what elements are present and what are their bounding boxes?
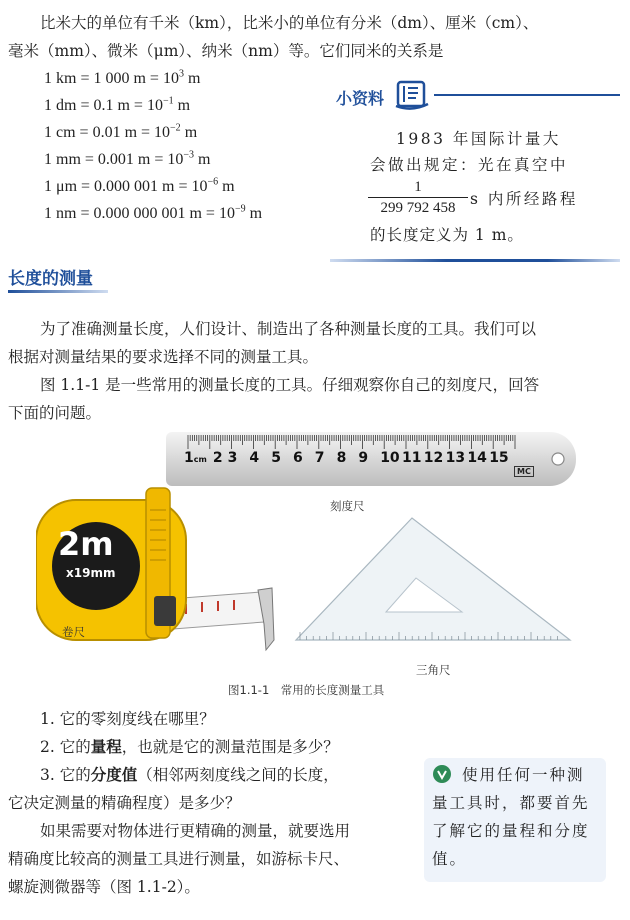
ruler-number-15: 15: [489, 450, 509, 466]
equation-um: 1 μm = 0.000 001 $m = 10^{-6}$ m: [44, 176, 235, 195]
tape-text-big: 2m: [58, 525, 114, 563]
set-square: [292, 512, 574, 644]
para1-line-2: 根据对测量结果的要求选择不同的测量工具。: [8, 348, 319, 366]
info-box-bottom-rule: [330, 259, 620, 262]
question-2: 2. 它的量程，也就是它的测量范围是多少？: [40, 737, 339, 756]
equation-km: 1 km = 1 000 $m = 10^3$ m: [44, 68, 201, 87]
tape-text-small: x19mm: [66, 566, 116, 580]
ruler-number-13: 13: [445, 450, 466, 466]
equation-nm: 1 nm = 0.000 000 001 $m = 10^{-9}$ m: [44, 203, 263, 222]
ruler-number-3: 3: [227, 450, 238, 466]
para3-line-1: 如果需要对物体进行更精确的测量，就要选用: [40, 822, 351, 840]
section-underline: [8, 290, 108, 293]
info-box-header: [330, 78, 450, 114]
para3-line-2: 精确度比较高的测量工具进行测量，如游标卡尺、: [8, 850, 350, 868]
ruler-number-5: 5: [271, 450, 281, 466]
tape-label: 卷尺: [62, 625, 85, 639]
tip-line-4: 值。: [432, 850, 468, 868]
ruler-number-6: 6: [293, 450, 303, 466]
tip-line-3: 了解它的量程和分度: [432, 822, 590, 840]
fraction-numerator: 1: [414, 179, 422, 195]
equation-mm: 1 mm = 0.001 $m = 10^{-3}$ m: [44, 149, 211, 168]
info-line-2: 会做出规定：光在真空中: [370, 156, 569, 174]
question-3-line-2: 它决定测量的精确程度）是多少？: [8, 794, 241, 812]
ruler-number-1: 1: [184, 450, 194, 466]
info-line-1: 1983 年国际计量大: [396, 130, 561, 148]
para1-line-1: 为了准确测量长度，人们设计、制造出了各种测量长度的工具。我们可以: [40, 320, 537, 338]
fraction-bar: [368, 197, 468, 198]
ruler-unit-label: cm: [193, 455, 207, 464]
ruler-number-4: 4: [249, 450, 260, 466]
triangle-label: 三角尺: [416, 663, 451, 677]
leaf-icon: [432, 764, 452, 784]
section-title: 长度的测量: [8, 269, 93, 289]
info-fraction: [368, 178, 468, 217]
equation-list: [44, 70, 334, 232]
fraction-denominator: 299 792 458: [380, 200, 456, 216]
ruler-number-12: 12: [423, 450, 444, 466]
ruler-number-10: 10: [380, 450, 400, 466]
tip-line-1: 使用任何一种测: [462, 766, 585, 784]
ruler-number-8: 8: [336, 450, 347, 466]
para2-line-1: 图 1.1-1 是一些常用的测量长度的工具。仔细观察你自己的刻度尺，回答: [40, 376, 540, 394]
tip-box: [424, 758, 606, 882]
question-1: 1. 它的零刻度线在哪里？: [40, 710, 215, 728]
intro-line-1: 比米大的单位有千米（km），比米小的单位有分米（dm）、厘米（cm）、: [40, 14, 539, 32]
ruler-number-11: 11: [402, 450, 422, 466]
ruler-number-9: 9: [358, 450, 369, 466]
info-box-top-rule: [434, 94, 620, 96]
ruler-number-14: 14: [467, 450, 487, 466]
equation-dm: 1 dm = 0.1 $m = 10^{-1}$ m: [44, 95, 191, 114]
steel-ruler: [166, 432, 576, 486]
para3-line-3: 螺旋测微器等（图 1.1-2）。: [8, 878, 200, 896]
ruler-number-2: 2: [212, 450, 223, 466]
equation-cm: 1 cm = 0.01 $m = 10^{-2}$ m: [44, 122, 198, 141]
para2-line-2: 下面的问题。: [8, 404, 102, 422]
ruler-label: 刻度尺: [330, 499, 365, 513]
ruler-number-7: 7: [314, 450, 325, 466]
book-icon: [392, 76, 432, 112]
question-3: 3. 它的分度值（相邻两刻度线之间的长度，: [40, 765, 339, 784]
ruler-brand: MC: [514, 466, 534, 477]
info-box-title: 小资料: [336, 89, 385, 108]
info-line-3: s 内所经路程: [470, 190, 578, 208]
info-box: [330, 78, 620, 264]
info-line-4: 的长度定义为 1 m。: [370, 226, 524, 244]
figure-caption: 图1.1-1 常用的长度测量工具: [228, 683, 385, 697]
intro-line-2: 毫米（mm）、微米（μm）、纳米（nm）等。它们同米的关系是: [8, 42, 444, 60]
tip-line-2: 量工具时，都要首先: [432, 794, 590, 812]
